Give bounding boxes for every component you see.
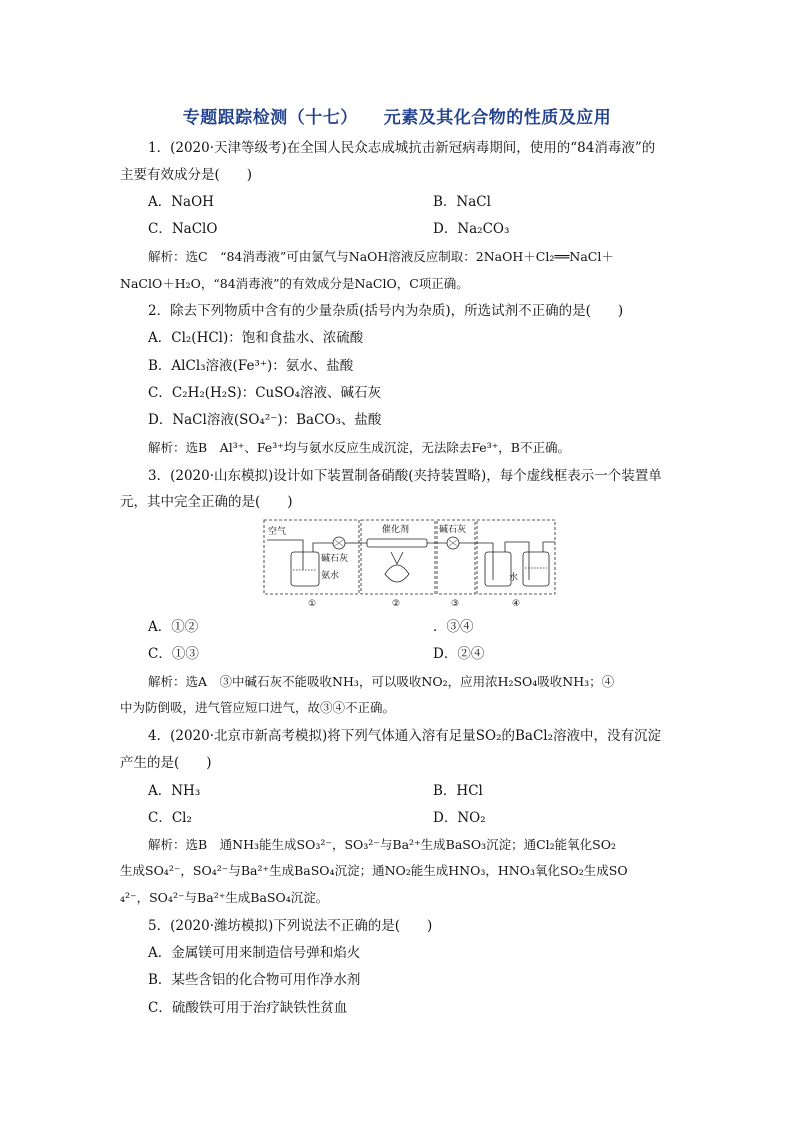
- q2-stem-line1: 2．除去下列物质中含有的少量杂质(括号内为杂质)，所选试剂不正确的是( ): [148, 303, 624, 319]
- q1-stem-line1: 1．(2020·天津等级考)在全国人民众志成城抗击新冠病毒期间，使用的“84消毒液”的: [148, 140, 656, 156]
- label-unit-1: ①: [308, 599, 317, 609]
- title-right: 元素及其化合物的性质及应用: [383, 108, 612, 128]
- q4-option-a: A．NH₃: [148, 783, 201, 799]
- label-unit-4: ④: [512, 599, 521, 609]
- label-soda-lime-1: 碱石灰: [321, 554, 349, 564]
- q3-stem-line2: 元，其中完全正确的是( ): [120, 494, 293, 510]
- label-ammonia: 氨水: [321, 571, 340, 581]
- label-air: 空气: [268, 527, 287, 537]
- title-left: 专题跟踪检测（十七）: [182, 108, 358, 128]
- q1-analysis-line1: 解析：选C “84消毒液”可由氯气与NaOH溶液反应制取：2NaOH＋Cl₂══NaCl＋: [148, 249, 614, 264]
- q2-analysis-line1: 解析：选B Al³⁺、Fe³⁺均与氨水反应生成沉淀，无法除去Fe³⁺，B不正确。: [148, 440, 570, 455]
- q3-stem-line1: 3．(2020·山东模拟)设计如下装置制备硝酸(夹持装置略)，每个虚线框表示一个装置单: [148, 468, 662, 484]
- label-water: 水: [509, 573, 519, 583]
- label-unit-3: ③: [451, 599, 460, 609]
- q1-option-a: A．NaOH: [148, 194, 214, 210]
- q3-option-b: ．③④: [433, 619, 474, 635]
- q3-analysis-line1: 解析：选A ③中碱石灰不能吸收NH₃，可以吸收NO₂，应用浓H₂SO₄吸收NH₃；④: [148, 674, 615, 689]
- label-catalyst: 催化剂: [382, 525, 410, 535]
- q4-analysis-line3: ₄²⁻，SO₄²⁻与Ba²⁺生成BaSO₄沉淀。: [120, 890, 329, 905]
- nitric-acid-apparatus-figure: [263, 518, 557, 610]
- page-title: [0, 103, 794, 128]
- q3-analysis-line2: 中为防倒吸，进气管应短口进气，故③④不正确。: [120, 700, 396, 715]
- q4-analysis-line1: 解析：选B 通NH₃能生成SO₃²⁻，SO₃²⁻与Ba²⁺生成BaSO₃沉淀；通Cl₂能氧化SO₂: [148, 837, 617, 852]
- q5-option-c: C．硫酸铁可用于治疗缺铁性贫血: [148, 1000, 348, 1016]
- q4-option-d: D．NO₂: [433, 810, 486, 826]
- q3-option-c: C．①③: [148, 646, 199, 662]
- q5-stem-line1: 5．(2020·潍坊模拟)下列说法不正确的是( ): [148, 918, 433, 934]
- label-unit-2: ②: [392, 599, 401, 609]
- q1-stem-line2: 主要有效成分是( ): [120, 167, 253, 183]
- q3-option-d: D．②④: [433, 646, 485, 662]
- q4-option-c: C．Cl₂: [148, 810, 192, 826]
- q4-analysis-line2: 生成SO₄²⁻，SO₄²⁻与Ba²⁺生成BaSO₄沉淀；通NO₂能生成HNO₃，HNO₃氧化SO₂生成SO: [120, 863, 628, 878]
- q2-option-a: A．Cl₂(HCl)：饱和食盐水、浓硫酸: [148, 330, 364, 346]
- catalyst-tube: [367, 539, 427, 547]
- alcohol-lamp: [385, 565, 409, 582]
- label-soda-lime-2: 碱石灰: [439, 525, 467, 535]
- q4-stem-line2: 产生的是( ): [120, 755, 212, 771]
- q4-option-b: B．HCl: [433, 783, 483, 799]
- q5-option-a: A．金属镁可用来制造信号弹和焰火: [148, 945, 361, 961]
- q4-stem-line1: 4．(2020·北京市新高考模拟)将下列气体通入溶有足量SO₂的BaCl₂溶液中，没有沉淀: [148, 728, 662, 744]
- q3-option-a: A．①②: [148, 619, 199, 635]
- q2-option-c: C．C₂H₂(H₂S)：CuSO₄溶液、碱石灰: [148, 385, 381, 401]
- q1-option-b: B．NaCl: [433, 194, 491, 210]
- q1-option-d: D．Na₂CO₃: [433, 221, 510, 237]
- q2-option-b: B．AlCl₃溶液(Fe³⁺)：氨水、盐酸: [148, 358, 354, 374]
- q5-option-b: B．某些含铝的化合物可用作净水剂: [148, 972, 361, 988]
- q1-analysis-line2: NaClO＋H₂O，“84消毒液”的有效成分是NaClO，C项正确。: [120, 276, 469, 291]
- q2-option-d: D．NaCl溶液(SO₄²⁻)：BaCO₃、盐酸: [148, 412, 382, 428]
- q1-option-c: C．NaClO: [148, 221, 218, 237]
